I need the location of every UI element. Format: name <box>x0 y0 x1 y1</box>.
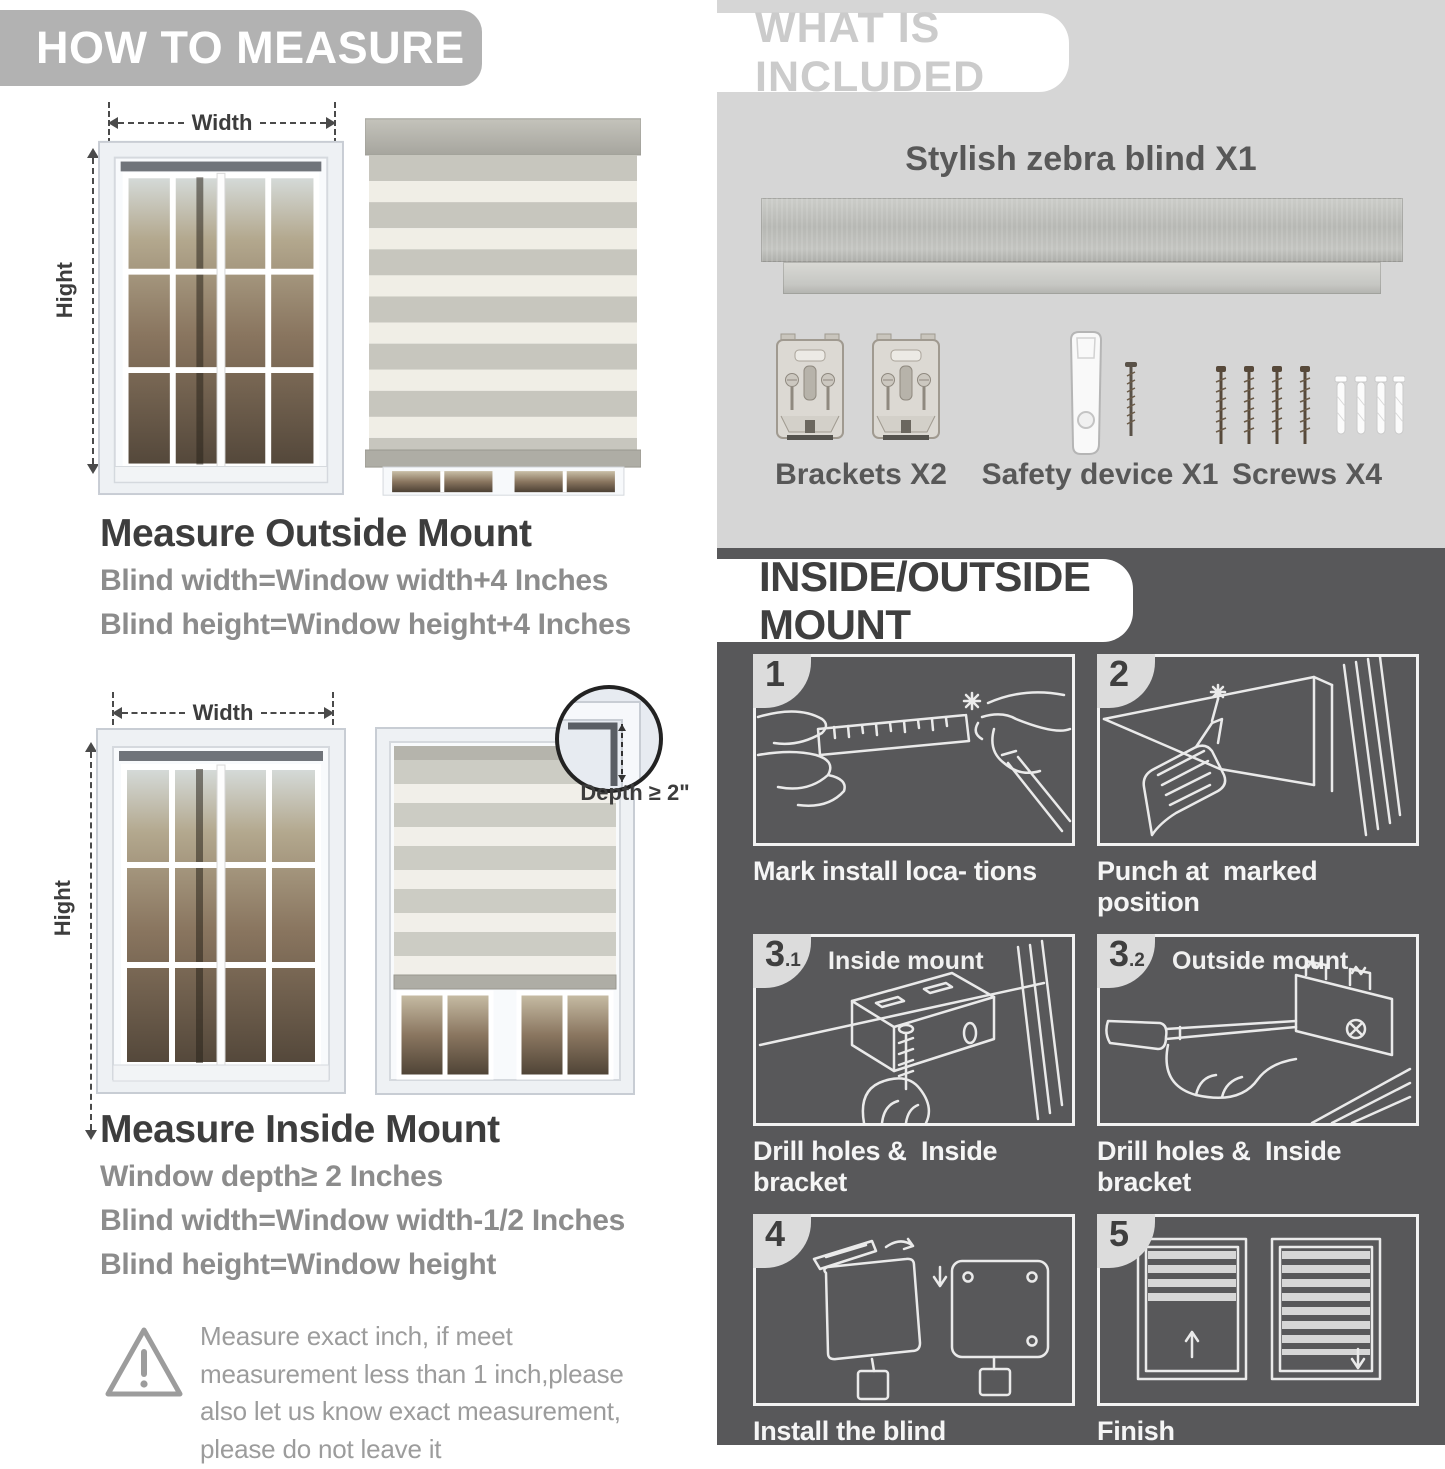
safety-device-icon <box>1047 328 1167 462</box>
step-3-2-title: Outside mount <box>1172 947 1349 975</box>
width-measure-outside <box>108 112 336 134</box>
height-label: Hight <box>52 262 77 319</box>
window-photo-inside <box>96 726 346 1096</box>
mount-header <box>717 552 1133 648</box>
step-3-2-badge: 3 .2 <box>1097 934 1155 988</box>
outside-height-formula: Blind height=Window height+4 Inches <box>100 608 631 641</box>
arrow-down-icon <box>85 1130 97 1140</box>
width-measure-inside <box>112 702 334 724</box>
height-label: Hight <box>50 880 75 937</box>
step-3-1-panel <box>753 934 1075 1126</box>
step-4-badge: 4 <box>753 1214 811 1268</box>
step-3-2-panel <box>1097 934 1419 1126</box>
inside-mount-heading: Measure Inside Mount <box>100 1108 500 1151</box>
step-3-1-title: Inside mount <box>828 947 984 975</box>
mount-title: INSIDE/OUTSIDE MOUNT <box>759 552 1091 648</box>
how-to-measure-header <box>0 10 482 86</box>
step-5-caption: Finish <box>1097 1416 1175 1446</box>
width-label: Width <box>191 110 253 135</box>
step-3-1-caption: Drill holes & Inside bracket <box>753 1136 1005 1197</box>
outside-width-formula: Blind width=Window width+4 Inches <box>100 564 609 597</box>
mount-steps-section <box>717 548 1445 1445</box>
step-3-1-badge: 3 .1 <box>753 934 811 988</box>
what-is-included-section <box>717 0 1445 548</box>
step-3-2 <box>1097 934 1419 1198</box>
exclamation-triangle-icon <box>100 1322 188 1406</box>
step-4 <box>753 1214 1075 1447</box>
step-4-panel <box>753 1214 1075 1406</box>
inside-height-formula: Blind height=Window height <box>100 1248 497 1281</box>
step-2 <box>1097 654 1419 918</box>
blind-headrail-lip <box>783 262 1381 294</box>
window-photo-outside <box>98 134 344 496</box>
blind-headrail-image <box>761 198 1403 262</box>
step-2-badge: 2 <box>1097 654 1155 708</box>
step-1-panel <box>753 654 1075 846</box>
step-1 <box>753 654 1075 918</box>
how-to-measure-title: HOW TO MEASURE <box>36 22 465 73</box>
step-4-caption: Install the blind <box>753 1416 946 1446</box>
step-2-panel <box>1097 654 1419 846</box>
safety-device-label: Safety device X1 <box>981 458 1219 491</box>
measure-warning-text: Measure exact inch, if meet measurement less than 1 inch,please also let us know exact measurement, please do not leave it <box>200 1321 624 1465</box>
step-1-caption: Mark install loca- tions <box>753 856 1037 886</box>
step-5-badge: 5 <box>1097 1214 1155 1268</box>
inside-width-formula: Blind width=Window width-1/2 Inches <box>100 1204 626 1237</box>
screws-icon <box>1209 352 1405 464</box>
depth-label: Depth ≥ 2" <box>580 780 690 805</box>
what-is-included-title: WHAT IS INCLUDED <box>755 3 986 101</box>
step-3-1 <box>753 934 1075 1198</box>
brackets-label: Brackets X2 <box>775 458 947 491</box>
step-5-panel <box>1097 1214 1419 1406</box>
outside-mount-heading: Measure Outside Mount <box>100 512 532 555</box>
screws-label: Screws X4 <box>1231 458 1383 491</box>
how-to-measure-section <box>0 0 717 1465</box>
step-2-caption: Punch at marked position <box>1097 856 1325 917</box>
step-5 <box>1097 1214 1419 1447</box>
brackets-icon <box>775 332 945 454</box>
step-3-2-caption: Drill holes & Inside bracket <box>1097 1136 1349 1197</box>
product-title: Stylish zebra blind X1 <box>905 140 1257 178</box>
inside-depth-rule: Window depth≥ 2 Inches <box>100 1160 443 1193</box>
zebra-blind-outside <box>365 118 641 496</box>
mount-steps-grid <box>753 654 1419 1447</box>
width-label: Width <box>192 700 254 725</box>
step-1-badge: 1 <box>753 654 811 708</box>
what-is-included-header <box>717 3 1069 101</box>
depth-magnifier-icon <box>552 682 666 796</box>
